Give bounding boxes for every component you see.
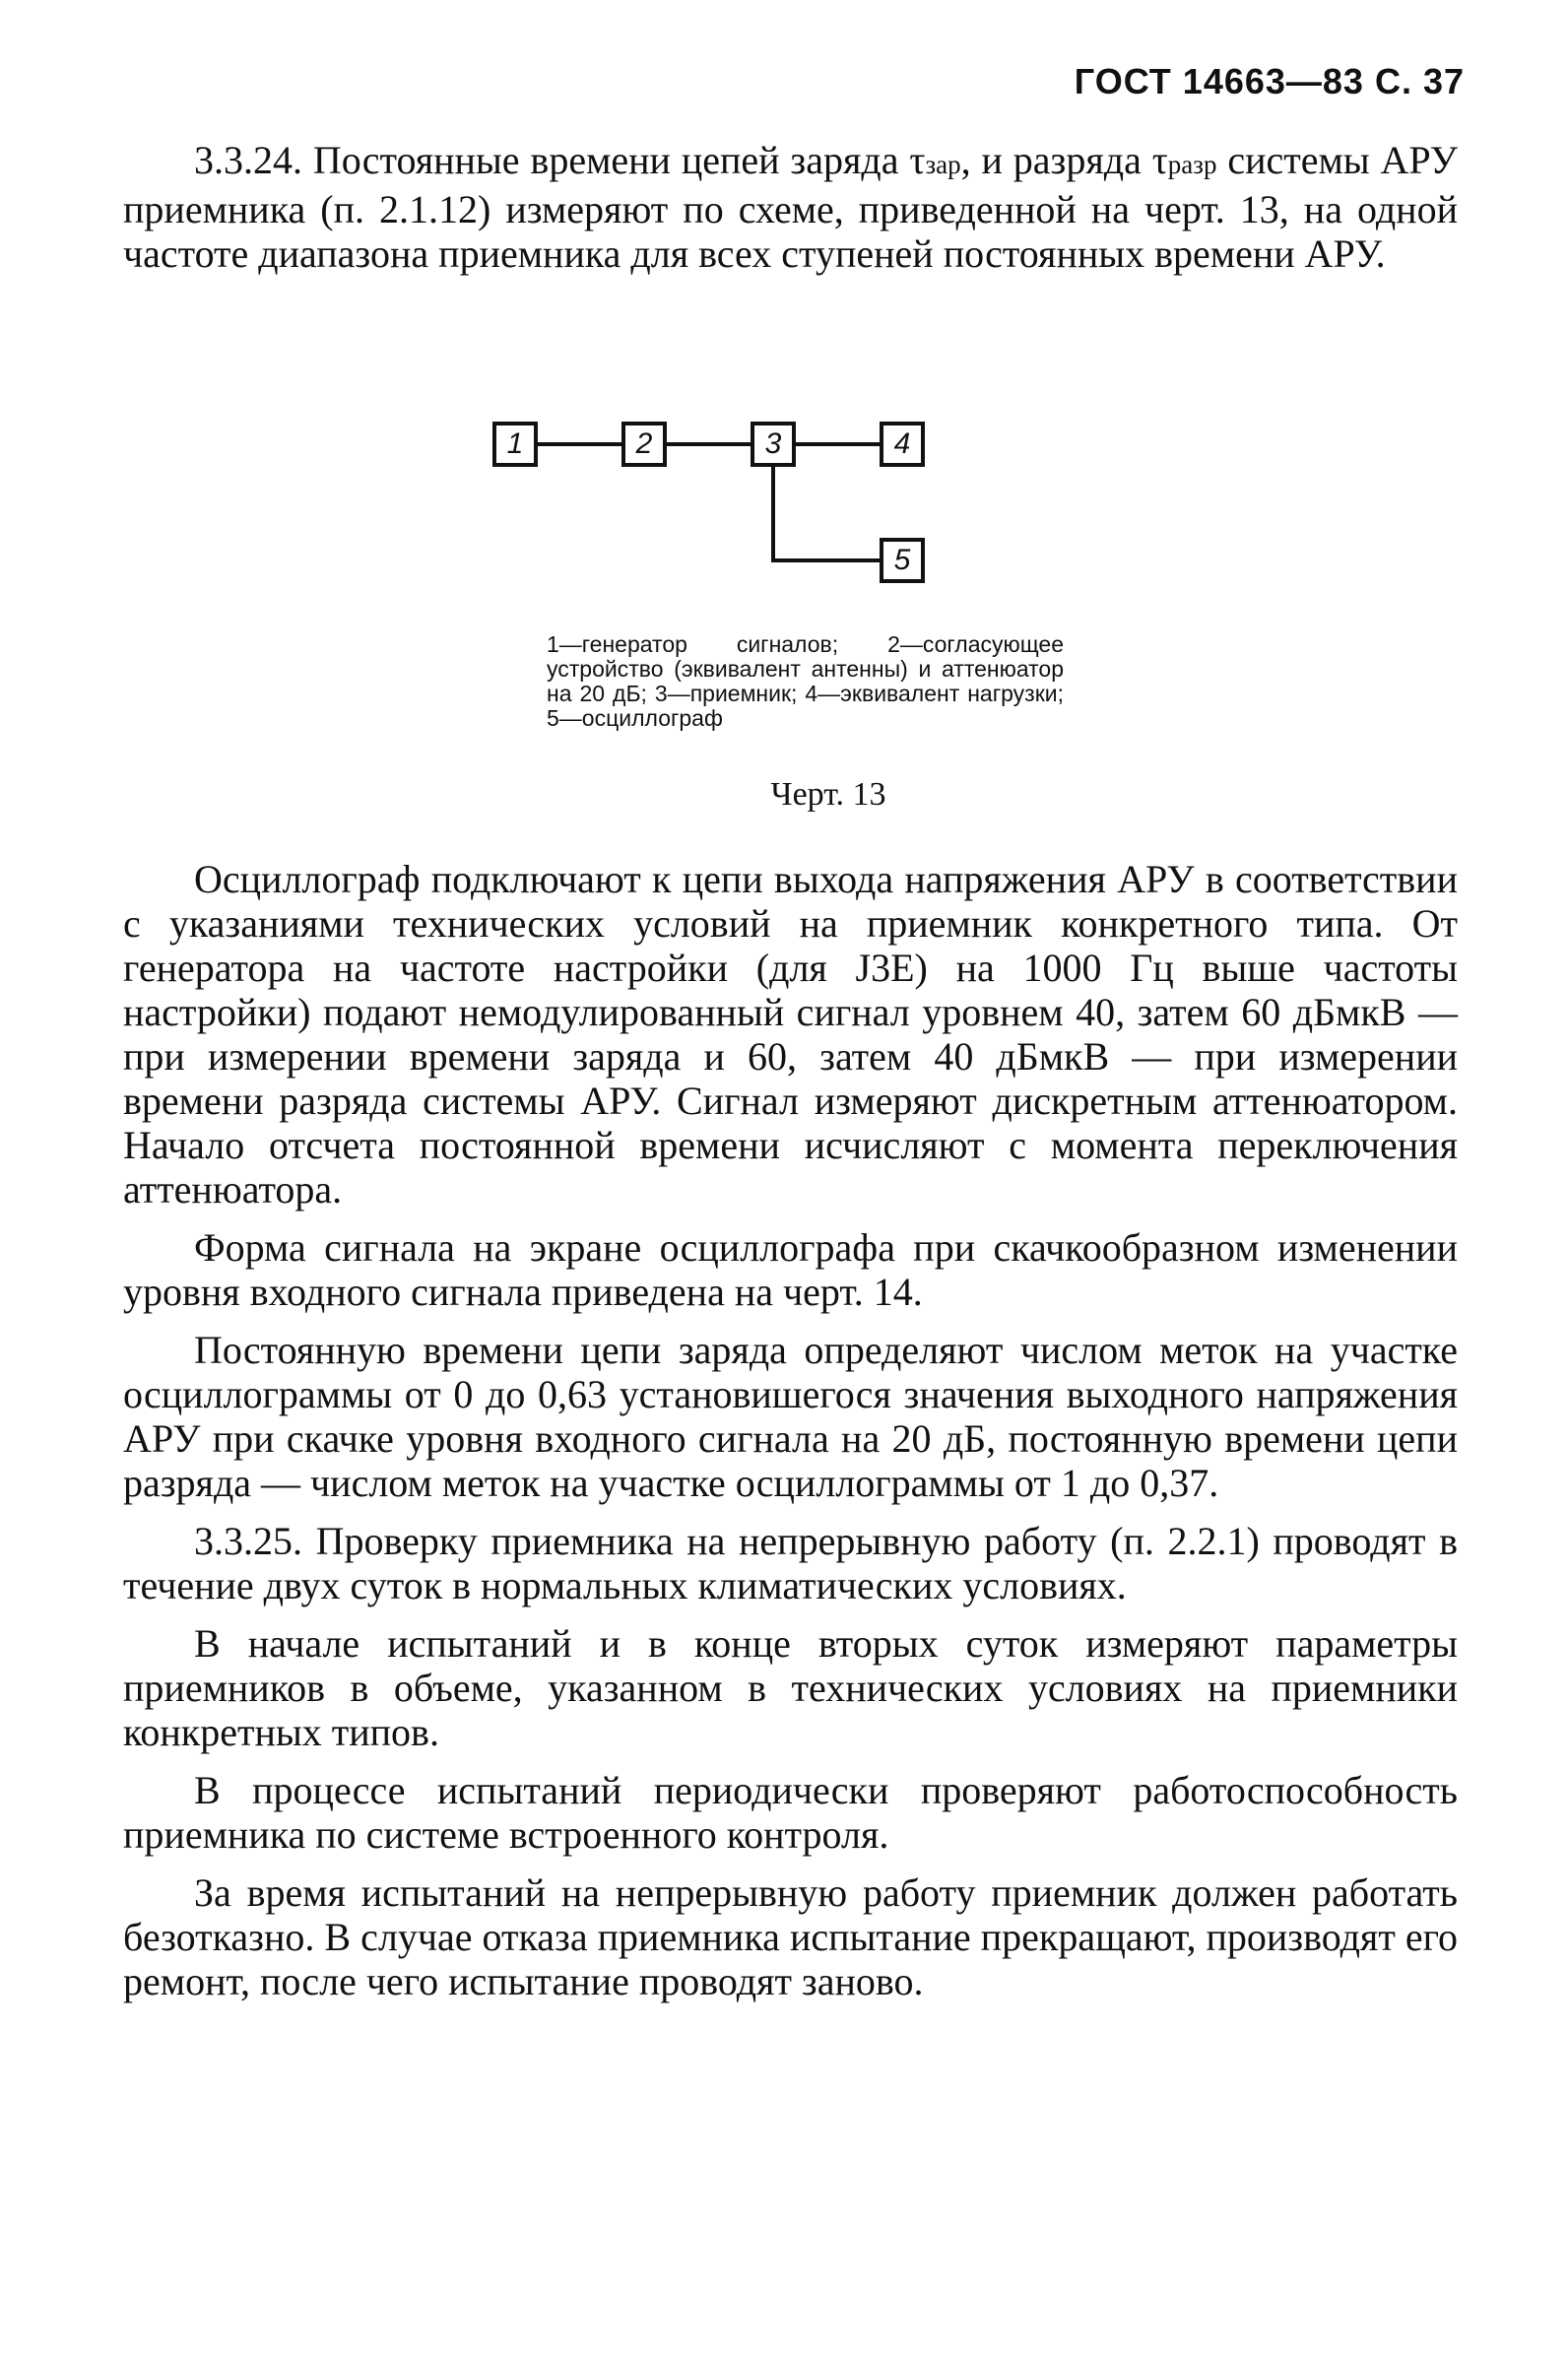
diagram-box-3: 3 <box>751 422 796 467</box>
intro-text-c: системы АРУ приемника (п. 2.1.12) измеряют по схеме, приведенной на черт. 13, на одной частоте диапазона приемника для всех ступеней постоянных времени АРУ. <box>123 138 1459 276</box>
main-text <box>123 857 1458 2003</box>
diagram-box-5: 5 <box>880 538 925 583</box>
figure-label: Черт. 13 <box>770 776 886 813</box>
paragraph-test-start: В начале испытаний и в конце вторых суток измеряют параметры приемников в объеме, указанном в технических условиях на приемники конкретных типов. <box>123 1621 1458 1754</box>
intro-text-b: , и разряда τ <box>960 138 1168 182</box>
paragraph-continuous-work: 3.3.25. Проверку приемника на непрерывную работу (п. 2.2.1) проводят в течение двух суток в нормальных климатических условиях. <box>123 1519 1458 1607</box>
block-diagram <box>492 422 946 589</box>
connector-to-5 <box>771 558 880 562</box>
page-header: ГОСТ 14663—83 С. 37 <box>1074 61 1465 101</box>
paragraph-periodic-check: В процессе испытаний периодически проверяют работоспособность приемника по системе встроенного контроля. <box>123 1768 1458 1857</box>
paragraph-time-constant: Постоянную времени цепи заряда определяют числом меток на участке осциллограммы от 0 до 0,63 установишегося значения выходного напряжения АРУ при скачке уровня входного сигнала на 20 дБ, постоянную времени цепи разряда — числом меток на участке осциллограммы от 1 до 0,37. <box>123 1328 1458 1505</box>
paragraph-failure: За время испытаний на непрерывную работу приемник должен работать безотказно. В случае отказа приемника испытание прекращают, производят его ремонт, после чего испытание проводят заново. <box>123 1870 1458 2003</box>
subscript-razr: разр <box>1167 150 1217 179</box>
connector-1-2 <box>538 442 621 446</box>
intro-section <box>123 138 1458 276</box>
intro-paragraph <box>123 138 1458 276</box>
diagram-box-1: 1 <box>492 422 538 467</box>
paragraph-signal-form: Форма сигнала на экране осциллографа при скачкообразном изменении уровня входного сигнала приведена на черт. 14. <box>123 1225 1458 1314</box>
subscript-zar: зар <box>925 150 961 179</box>
diagram-box-4: 4 <box>880 422 925 467</box>
connector-3-down <box>771 467 775 562</box>
connector-3-4 <box>796 442 880 446</box>
intro-text-a: 3.3.24. Постоянные времени цепей заряда τ <box>194 138 926 182</box>
diagram-box-2: 2 <box>621 422 667 467</box>
connector-2-3 <box>667 442 751 446</box>
paragraph-oscillograph: Осциллограф подключают к цепи выхода напряжения АРУ в соответствии с указаниями технических условий на приемник конкретного типа. От генератора на частоте настройки (для J3E) на 1000 Гц выше частоты настройки) подают немодулированный сигнал уровнем 40, затем 60 дБмкВ — при измерении времени заряда и 60, затем 40 дБмкВ — при измерении времени разряда системы АРУ. Сигнал измеряют дискретным аттенюатором. Начало отсчета постоянной времени исчисляют с момента переключения аттенюатора. <box>123 857 1458 1212</box>
figure-legend: 1—генератор сигналов; 2—согласующее устройство (эквивалент антенны) и аттенюатор на 20 дБ; 3—приемник; 4—эквивалент нагрузки; 5—осциллограф <box>547 631 1064 731</box>
